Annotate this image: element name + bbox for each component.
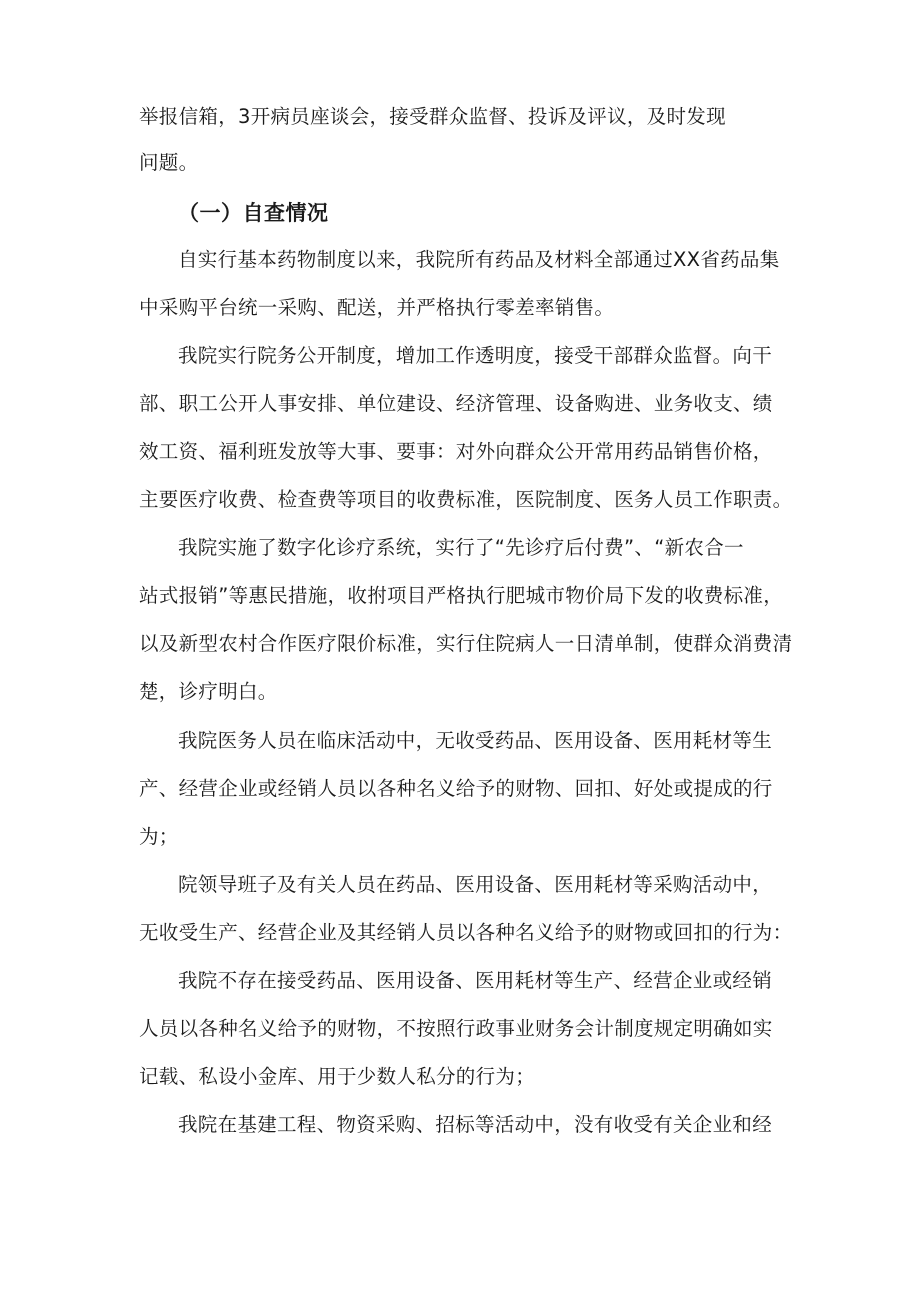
section-heading: （一）自查情况 <box>178 201 329 225</box>
paragraph-1-line-1: 自实行基本药物制度以来，我院所有药品及材料全部通过XX省药品集 <box>178 248 780 271</box>
paragraph-7-line-1: 我院在基建工程、物资采购、招标等活动中，没有收受有关企业和经 <box>178 1113 773 1136</box>
paragraph-4-line-3: 为； <box>139 825 179 848</box>
paragraph-6-line-1: 我院不存在接受药品、医用设备、医用耗材等生产、经营企业或经销 <box>178 969 773 992</box>
paragraph-3-line-3: 以及新型农村合作医疗限价标准，实行住院病人一日清单制，使群众消费清 <box>139 632 793 655</box>
paragraph-1-line-2: 中采购平台统一采购、配送，并严格执行零差率销售。 <box>139 296 615 319</box>
paragraph-2-line-2: 部、职工公开人事安排、单位建设、经济管理、设备购进、业务收支、绩 <box>139 392 773 415</box>
intro-line-1: 举报信箱，3开病员座谈会，接受群众监督、投诉及评议，及时发现 <box>139 105 726 128</box>
paragraph-2-line-1: 我院实行院务公开制度，增加工作透明度，接受干部群众监督。向干 <box>178 344 773 367</box>
paragraph-2-line-3: 效工资、福利班发放等大事、要事：对外向群众公开常用药品销售价格， <box>139 440 773 463</box>
paragraph-4-line-1: 我院医务人员在临床活动中，无收受药品、医用设备、医用耗材等生 <box>178 729 773 752</box>
paragraph-3-line-4: 楚，诊疗明白。 <box>139 680 278 703</box>
intro-line-2: 问题。 <box>139 151 199 174</box>
paragraph-5-line-1: 院领导班子及有关人员在药品、医用设备、医用耗材等采购活动中， <box>178 873 773 896</box>
paragraph-3-line-2: 站式报销”等惠民措施，收拊项目严格执行肥城市物价局下发的收费标准， <box>139 584 784 607</box>
paragraph-5-line-2: 无收受生产、经营企业及其经销人员以各种名义给予的财物或回扣的行为： <box>139 921 793 944</box>
paragraph-3-line-1: 我院实施了数字化诊疗系统，实行了“先诊疗后付费”、“新农合一 <box>178 536 744 559</box>
paragraph-4-line-2: 产、经营企业或经销人员以各种名义给予的财物、回扣、好处或提成的行 <box>139 777 773 800</box>
paragraph-2-line-4: 主要医疗收费、检查费等项目的收费标准，医院制度、医务人员工作职责。 <box>139 488 793 511</box>
paragraph-6-line-2: 人员以各种名义给予的财物，不按照行政事业财务会计制度规定明确如实 <box>139 1017 773 1040</box>
paragraph-6-line-3: 记载、私设小金库、用于少数人私分的行为； <box>139 1065 536 1088</box>
